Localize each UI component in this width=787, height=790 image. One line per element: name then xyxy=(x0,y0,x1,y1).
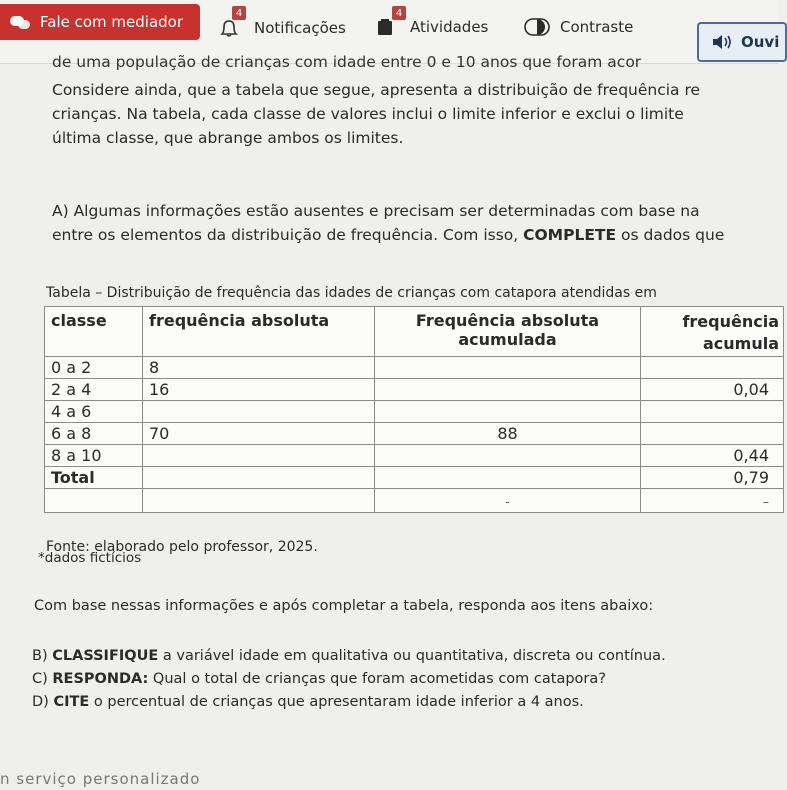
table-row-empty xyxy=(45,489,784,513)
text-line-3: crianças. Na tabela, cada classe de valores inclui o limite inferior e exclui o limite xyxy=(52,105,684,123)
item-a-line-2: entre os elementos da distribuição de frequência. Com isso, COMPLETE os dados que xyxy=(52,226,725,244)
header-classe: classe xyxy=(45,307,143,357)
table-caption: Tabela – Distribuição de frequência das idades de crianças com catapora atendidas em xyxy=(46,285,657,301)
table-row xyxy=(45,357,784,379)
cell-fa xyxy=(143,467,375,489)
table-row xyxy=(45,423,784,445)
cell-classe: 8 a 10 xyxy=(45,445,143,467)
ouvir-label: Ouvi xyxy=(741,33,780,51)
cell-fr: 0,79 xyxy=(641,467,784,489)
atividades-count-badge: 4 xyxy=(392,6,406,20)
cell-classe: 2 a 4 xyxy=(45,379,143,401)
table-header-row xyxy=(45,307,784,357)
notificacoes-button[interactable] xyxy=(218,7,346,38)
atividades-button[interactable] xyxy=(376,7,489,36)
cell-dash: - xyxy=(375,489,641,513)
header-freq-abs: frequência absoluta xyxy=(143,307,375,357)
contraste-button[interactable] xyxy=(524,18,633,36)
cell-faa xyxy=(375,379,641,401)
cell-faa xyxy=(375,401,641,423)
header-freq-abs-acum: Frequência absoluta acumulada xyxy=(375,307,641,357)
ouvir-button[interactable] xyxy=(697,22,787,62)
bell-icon xyxy=(218,7,243,38)
table-row xyxy=(45,445,784,467)
text-line-4: última classe, que abrange ambos os limites. xyxy=(52,129,404,147)
cell-faa xyxy=(375,445,641,467)
contrast-icon xyxy=(524,18,550,36)
fale-com-mediador-button[interactable] xyxy=(0,4,200,40)
notificacoes-label: Notificações xyxy=(254,19,346,37)
item-a-line-1: A) Algumas informações estão ausentes e precisam ser determinadas com base na xyxy=(52,202,700,220)
cell-faa xyxy=(375,467,641,489)
cell-fa: 16 xyxy=(143,379,375,401)
chat-icon xyxy=(10,14,32,30)
frequency-table xyxy=(44,306,784,513)
table-source: Fonte: elaborado pelo professor, 2025. xyxy=(46,539,318,555)
cell-fa: 70 xyxy=(143,423,375,445)
question-b: B) CLASSIFIQUE a variável idade em qualitativa ou quantitativa, discreta ou contínua. xyxy=(32,648,666,664)
table-row-total xyxy=(45,467,784,489)
cell-faa: 88 xyxy=(375,423,641,445)
cell-fr: 0,44 xyxy=(641,445,784,467)
contraste-label: Contraste xyxy=(560,18,634,36)
cell-classe: 4 a 6 xyxy=(45,401,143,423)
question-c: C) RESPONDA: Qual o total de crianças que foram acometidas com catapora? xyxy=(32,671,606,687)
cell-empty xyxy=(45,489,143,513)
clipboard-icon xyxy=(376,7,403,36)
questions-intro: Com base nessas informações e após completar a tabela, responda aos itens abaixo: xyxy=(34,598,654,614)
cell-classe: Total xyxy=(45,467,143,489)
text-line-2: Considere ainda, que a tabela que segue, apresenta a distribuição de frequência re xyxy=(52,81,701,99)
cell-dash: – xyxy=(641,489,784,513)
header-freq-rel: frequência acumula xyxy=(641,307,784,357)
table-note: *dados fictícios xyxy=(38,550,142,566)
cell-fa: 8 xyxy=(143,357,375,379)
cell-empty xyxy=(143,489,375,513)
cell-fr: 0,04 xyxy=(641,379,784,401)
question-d: D) CITE o percentual de crianças que apresentaram idade inferior a 4 anos. xyxy=(32,694,584,710)
table-row xyxy=(45,379,784,401)
cell-fr xyxy=(641,401,784,423)
text-line-1: de uma população de crianças com idade entre 0 e 10 anos que foram acor xyxy=(52,53,642,71)
cell-classe: 0 a 2 xyxy=(45,357,143,379)
table-row xyxy=(45,401,784,423)
cell-faa xyxy=(375,357,641,379)
cell-fr xyxy=(641,423,784,445)
notificacoes-count-badge: 4 xyxy=(232,6,246,20)
footer-text: n serviço personalizado xyxy=(0,770,201,788)
cell-fa xyxy=(143,401,375,423)
mediador-label: Fale com mediador xyxy=(40,13,183,31)
speaker-icon xyxy=(711,34,735,50)
cell-classe: 6 a 8 xyxy=(45,423,143,445)
atividades-label: Atividades xyxy=(410,18,489,36)
cell-fa xyxy=(143,445,375,467)
cell-fr xyxy=(641,357,784,379)
